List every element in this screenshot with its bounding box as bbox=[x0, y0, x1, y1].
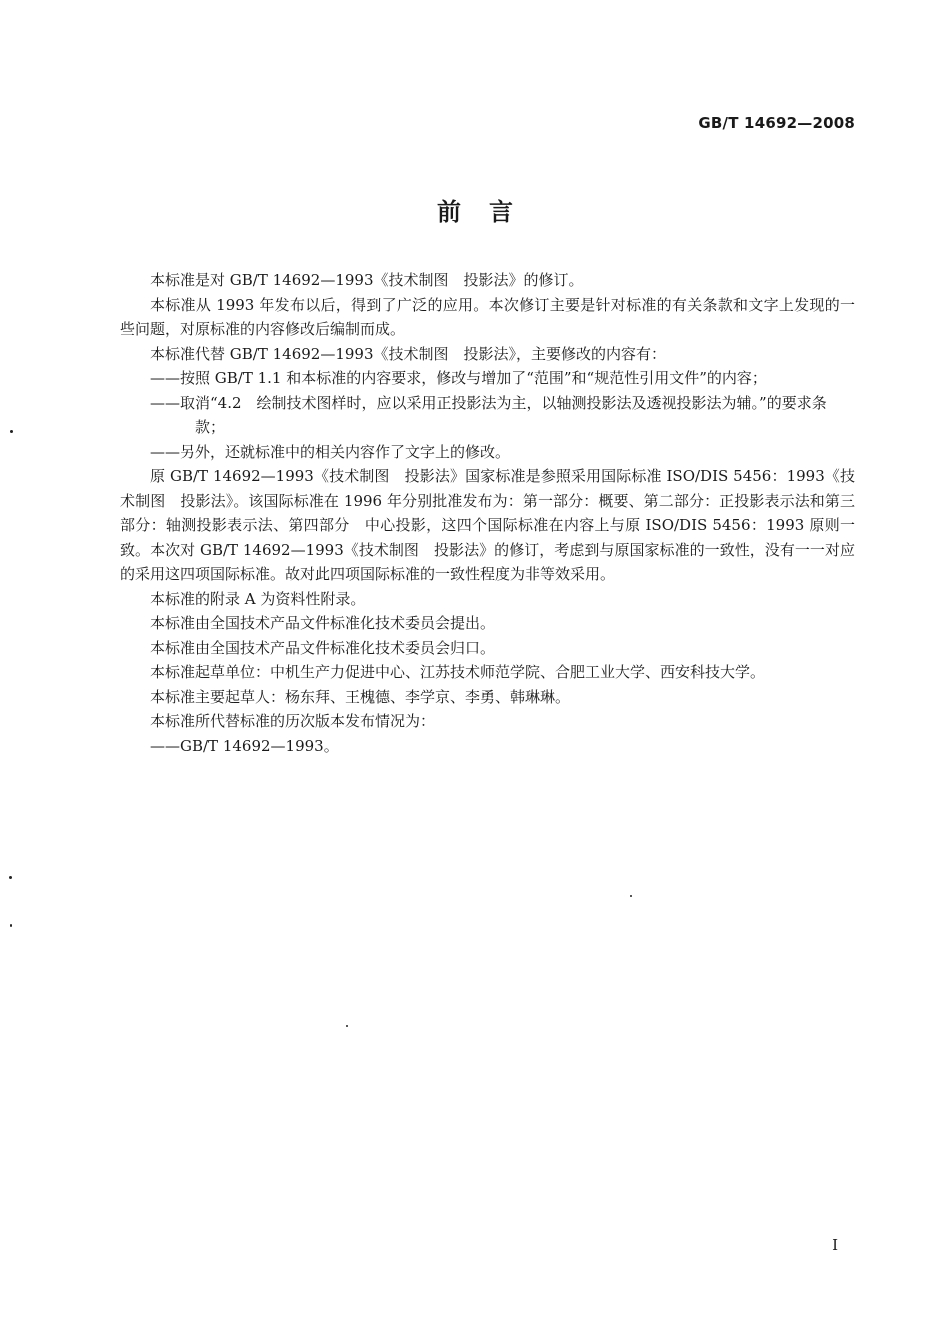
paragraph: 本标准从 1993 年发布以后，得到了广泛的应用。本次修订主要是针对标准的有关条款和文字上发现的一些问题，对原标准的内容修改后编制而成。 bbox=[120, 295, 855, 338]
paragraph: 原 GB/T 14692—1993《技术制图 投影法》国家标准是参照采用国际标准 ISO/DIS 5456：1993《技术制图 投影法》。该国际标准在 1996 年分别批准发布为：第一部分：概要、第二部分：正投影表示法和第三部分：轴测投影表示法、第四部分 中心投影，这四个国际标准在内容上与原 ISO/DIS 5456：1993 原则一致。本次对 GB/T 14692—1993《技术制图 投影法》的修订，考虑到与原国家标准的一致性，没有一一对应的采用这四项国际标准。故对此四项国际标准的一致性程度为非等效采用。 bbox=[120, 467, 855, 583]
standard-number: GB/T 14692—2008 bbox=[698, 114, 855, 132]
paragraph: 本标准由全国技术产品文件标准化技术委员会提出。 bbox=[150, 614, 496, 632]
list-item: ——另外，还就标准中的相关内容作了文字上的修改。 bbox=[150, 442, 511, 461]
paragraph: 本标准起草单位：中机生产力促进中心、江苏技术师范学院、合肥工业大学、西安科技大学。 bbox=[150, 663, 766, 681]
scan-speck bbox=[346, 1025, 348, 1027]
scan-speck bbox=[10, 430, 13, 433]
paragraph: 本标准代替 GB/T 14692—1993《技术制图 投影法》，主要修改的内容有： bbox=[150, 344, 666, 363]
paragraph: 本标准由全国技术产品文件标准化技术委员会归口。 bbox=[150, 638, 496, 657]
scan-speck bbox=[9, 876, 12, 879]
list-item: ——GB/T 14692—1993。 bbox=[150, 736, 339, 755]
scan-speck bbox=[10, 924, 12, 927]
paragraph: 本标准主要起草人：杨东拜、王槐德、李学京、李勇、韩琳琳。 bbox=[150, 687, 571, 706]
list-item: ——取消“4.2 绘制技术图样时，应以采用正投影法为主，以轴测投影法及透视投影法为辅。”的要求条款； bbox=[150, 393, 827, 436]
paragraph: 本标准所代替标准的历次版本发布情况为： bbox=[150, 712, 436, 730]
page-number: I bbox=[832, 1236, 838, 1254]
scan-speck bbox=[630, 895, 632, 897]
paragraph: 本标准的附录 A 为资料性附录。 bbox=[150, 589, 366, 608]
paragraph: 本标准是对 GB/T 14692—1993《技术制图 投影法》的修订。 bbox=[150, 271, 584, 289]
page-title: 前言 bbox=[437, 198, 541, 226]
list-item: ——按照 GB/T 1.1 和本标准的内容要求，修改与增加了“范围”和“规范性引用文件”的内容； bbox=[150, 369, 767, 387]
foreword-body bbox=[120, 268, 855, 758]
